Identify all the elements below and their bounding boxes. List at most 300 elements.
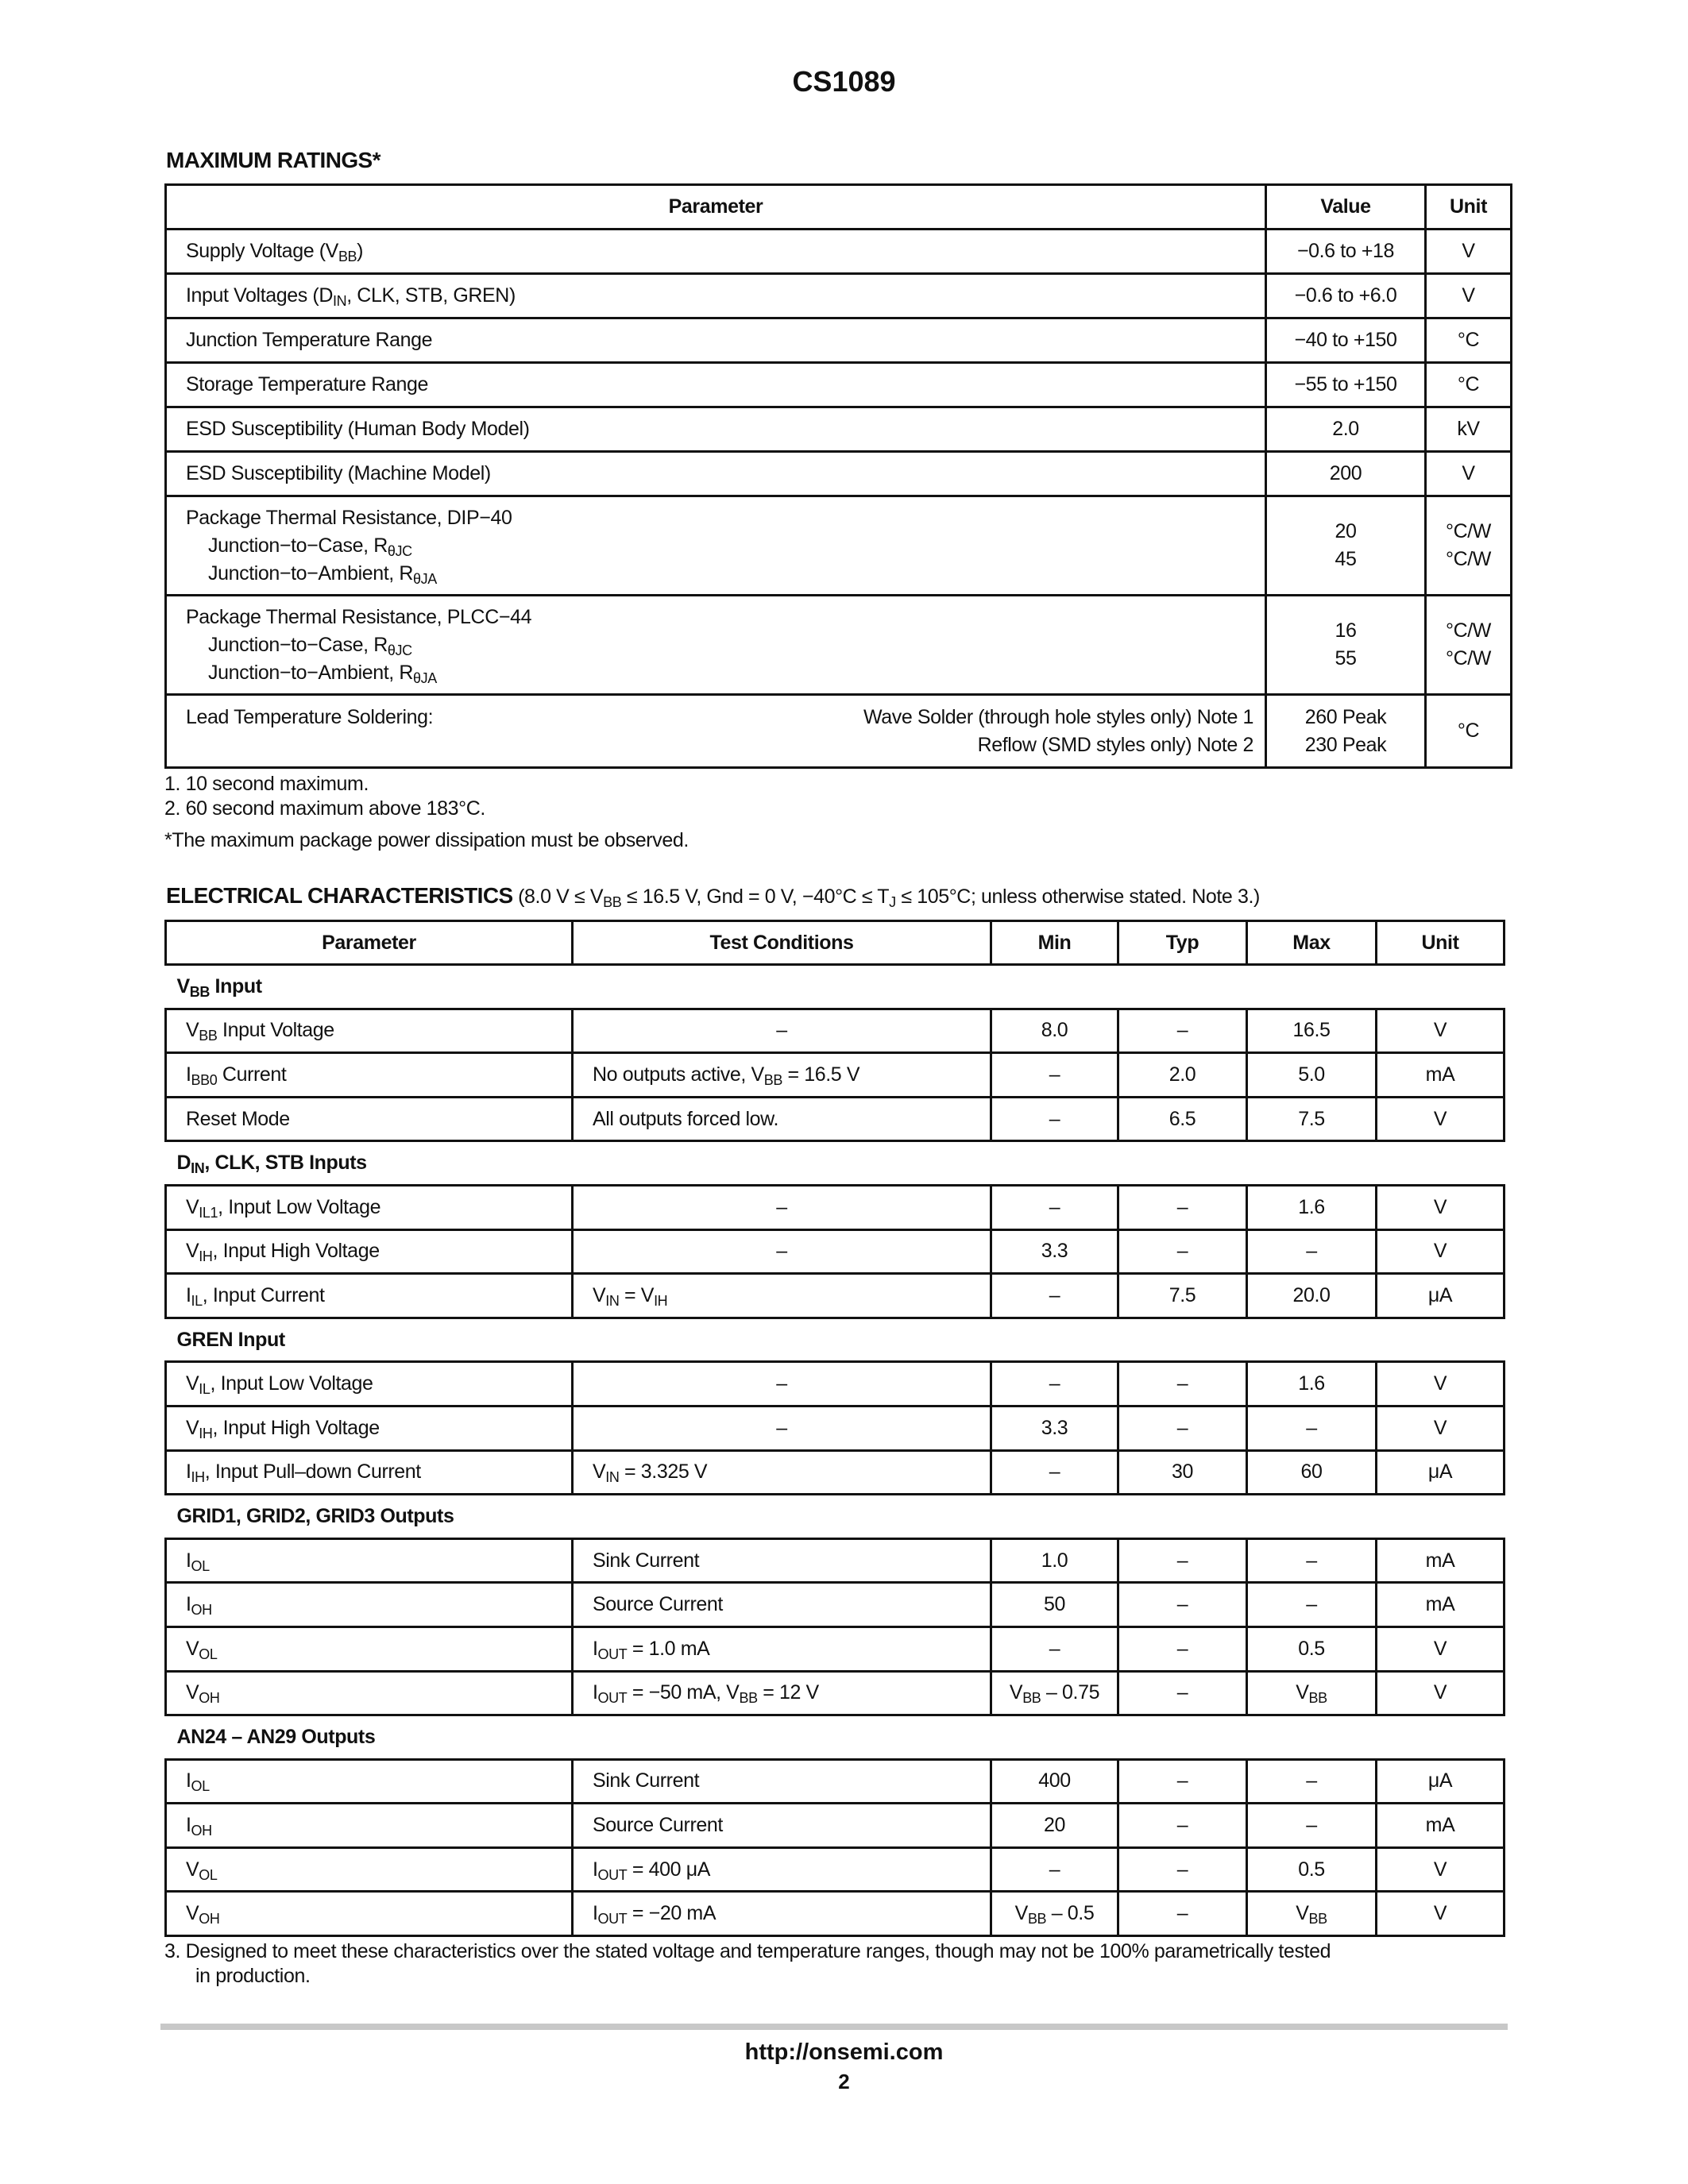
header-max: Max (1247, 921, 1377, 965)
text-segment: V (186, 1240, 199, 1263)
cond-cell (573, 1450, 991, 1495)
text-segment: = −50 mA, V (627, 1681, 740, 1704)
text-segment: V (1009, 1681, 1023, 1704)
max-text: 20.0 (1292, 1283, 1331, 1306)
unit-cell (1426, 274, 1512, 318)
text-segment: Input Voltage (217, 1019, 334, 1042)
subscript: OL (191, 1778, 210, 1795)
param-cell (166, 1406, 573, 1450)
subscript: θJC (387, 642, 412, 658)
typ-text: – (1176, 1769, 1188, 1792)
parameter-label (186, 237, 1265, 265)
unit-text: °C (1457, 373, 1480, 396)
max-cell (1247, 1759, 1377, 1804)
value-text: 20 (1335, 520, 1357, 542)
unit-text: V (1433, 1019, 1447, 1042)
table-header-row (166, 921, 1505, 965)
param-cell (166, 1450, 573, 1495)
unit-cell (1377, 1185, 1505, 1229)
typ-cell (1118, 1274, 1247, 1318)
text-segment: ≤ 16.5 V, Gnd = 0 V, −40°C ≤ T (621, 886, 890, 908)
text-segment: , Input Low Voltage (218, 1195, 381, 1218)
unit-text: mA (1425, 1814, 1455, 1837)
subscript: OUT (597, 1690, 628, 1707)
min-cell (991, 1583, 1118, 1627)
subscript: IH (199, 1248, 213, 1265)
min-text: – (1049, 1283, 1060, 1306)
typ-cell (1118, 1804, 1247, 1848)
unit-cell (1377, 1759, 1505, 1804)
typ-cell (1118, 1583, 1247, 1627)
unit-text: mA (1425, 1063, 1455, 1086)
subscript: BB (1027, 1911, 1047, 1927)
parameter-cell (166, 452, 1266, 496)
table-row (166, 1759, 1505, 1804)
min-cell (991, 1097, 1118, 1141)
unit-text: V (1462, 240, 1475, 262)
max-cell (1247, 1847, 1377, 1892)
unit-cell (1426, 407, 1512, 452)
text-segment: V (186, 1416, 199, 1439)
text-segment: = 12 V (757, 1681, 819, 1704)
subscript: BB (739, 1690, 758, 1707)
subscript: IN (191, 1160, 205, 1177)
table-row (166, 318, 1512, 363)
cond-cell (573, 1362, 991, 1406)
soldering-condition: Wave Solder (through hole styles only) Note 1 (863, 705, 1253, 728)
value-text: 230 Peak (1304, 733, 1387, 756)
text-segment: = 3.325 V (619, 1461, 708, 1484)
subscript: BB (199, 1028, 218, 1044)
param-cell (166, 1847, 573, 1892)
cond-text: Sink Current (593, 1549, 700, 1572)
text-segment: V (186, 1637, 199, 1660)
subscript: IH (654, 1292, 668, 1309)
parameter-label (186, 560, 1265, 588)
table-row (166, 1406, 1505, 1450)
table-row (166, 230, 1512, 274)
page-number: 2 (838, 2070, 850, 2093)
text-segment: Current (217, 1063, 287, 1086)
unit-text: μA (1427, 1283, 1453, 1306)
text-segment: , Input Pull–down Current (204, 1461, 421, 1484)
min-cell (991, 1229, 1118, 1274)
min-text: 8.0 (1041, 1019, 1068, 1042)
text-segment: V (186, 1858, 199, 1881)
value-text: −0.6 to +18 (1296, 240, 1395, 262)
unit-cell (1377, 1406, 1505, 1450)
param-cell (166, 1362, 573, 1406)
max-cell (1247, 1804, 1377, 1848)
unit-cell (1426, 596, 1512, 695)
header-unit: Unit (1377, 921, 1505, 965)
min-text: 20 (1043, 1814, 1065, 1837)
min-cell (991, 1671, 1118, 1715)
table-row (166, 1804, 1505, 1848)
subscript: OH (191, 1823, 212, 1839)
typ-text: 7.5 (1168, 1283, 1196, 1306)
max-text (1296, 1681, 1327, 1707)
subscript: BB (763, 1071, 782, 1088)
typ-text: – (1176, 1240, 1188, 1263)
subscript: BB (338, 249, 357, 264)
table-row (166, 1097, 1505, 1141)
text-segment: No outputs active, V (593, 1063, 764, 1086)
text-segment: I (593, 1858, 598, 1881)
table-row (166, 452, 1512, 496)
unit-text: V (1462, 462, 1475, 484)
param-cell (166, 1759, 573, 1804)
text-segment: D (176, 1152, 191, 1175)
param-text (186, 1814, 212, 1839)
param-text (186, 1769, 210, 1795)
cond-text (593, 1638, 709, 1660)
value-cell (1266, 230, 1426, 274)
subscript: BB (1308, 1690, 1327, 1707)
max-text: 16.5 (1292, 1019, 1331, 1042)
param-text (186, 1417, 380, 1439)
header-unit: Unit (1426, 185, 1512, 230)
subscript: OH (199, 1911, 220, 1927)
param-text (186, 1461, 421, 1486)
cond-text: – (776, 1416, 787, 1439)
cond-cell (573, 1274, 991, 1318)
section-title-text: AN24 – AN29 Outputs (176, 1725, 376, 1748)
text-segment: Input Voltages (D (186, 284, 333, 307)
table-header-row (166, 185, 1512, 230)
table-row (166, 1892, 1505, 1936)
max-cell (1247, 1538, 1377, 1583)
parameter-cell (166, 318, 1266, 363)
unit-cell (1377, 1804, 1505, 1848)
unit-cell (1377, 1362, 1505, 1406)
max-text: 0.5 (1298, 1637, 1325, 1660)
param-text (186, 1372, 373, 1398)
param-text (186, 1638, 218, 1660)
unit-text: °C/W (1446, 548, 1491, 570)
subscript: OL (191, 1557, 210, 1574)
subscript: BB0 (191, 1071, 218, 1088)
max-cell (1247, 1892, 1377, 1936)
typ-cell (1118, 1097, 1247, 1141)
param-cell (166, 1583, 573, 1627)
header-parameter: Parameter (166, 185, 1266, 230)
footer-url-link[interactable]: http://onsemi.com (744, 2039, 944, 2065)
max-cell (1247, 1583, 1377, 1627)
text-segment: Input (209, 974, 262, 997)
min-cell (991, 1626, 1118, 1671)
param-text (186, 1283, 325, 1309)
parameter-cell (166, 596, 1266, 695)
min-cell (991, 1009, 1118, 1053)
cond-text: All outputs forced low. (593, 1107, 778, 1130)
typ-text: – (1176, 1019, 1188, 1042)
param-cell (166, 1274, 573, 1318)
unit-cell (1377, 1892, 1505, 1936)
unit-cell (1426, 318, 1512, 363)
cond-cell (573, 1892, 991, 1936)
typ-cell (1118, 1009, 1247, 1053)
text-segment: = 1.0 mA (627, 1637, 710, 1660)
cond-text: – (776, 1372, 787, 1395)
table-row (166, 496, 1512, 596)
typ-cell (1118, 1892, 1247, 1936)
param-text (186, 1240, 380, 1265)
section-header-row (166, 1318, 1505, 1362)
subscript: OL (199, 1866, 218, 1883)
unit-text: V (1433, 1681, 1447, 1704)
parameter-cell (166, 496, 1266, 596)
min-cell (991, 1538, 1118, 1583)
table-row (166, 1450, 1505, 1495)
unit-text: V (1433, 1902, 1447, 1925)
param-text (186, 1063, 286, 1086)
text-segment: I (593, 1637, 598, 1660)
text-segment: V (186, 1019, 199, 1042)
max-text: 1.6 (1298, 1372, 1325, 1395)
text-segment: – 0.5 (1046, 1902, 1095, 1925)
subscript: IH (191, 1469, 205, 1486)
max-cell (1247, 1406, 1377, 1450)
cond-text (593, 1283, 668, 1309)
param-cell (166, 1671, 573, 1715)
cond-text: Sink Current (593, 1769, 700, 1792)
value-text: 200 (1329, 462, 1362, 484)
text-segment: V (186, 1372, 199, 1395)
max-text: 1.6 (1298, 1195, 1325, 1218)
min-cell (991, 1274, 1118, 1318)
unit-text: °C/W (1446, 647, 1491, 669)
unit-text: V (1433, 1240, 1447, 1263)
text-segment: Junction−to−Ambient, R (208, 561, 414, 585)
table-row (166, 695, 1512, 768)
unit-text: V (1433, 1195, 1447, 1218)
section-title-text: GREN Input (176, 1328, 285, 1351)
text-segment: I (186, 1063, 191, 1086)
document-title: CS1089 (792, 65, 896, 98)
typ-cell (1118, 1185, 1247, 1229)
subscript: θJC (387, 542, 412, 559)
section-title (166, 965, 1505, 1009)
table-row (166, 1847, 1505, 1892)
value-text: −40 to +150 (1294, 329, 1397, 351)
unit-cell (1426, 230, 1512, 274)
min-cell (991, 1804, 1118, 1848)
table-row (166, 1185, 1505, 1229)
section-title (166, 1715, 1505, 1760)
electrical-heading-title: ELECTRICAL CHARACTERISTICS (166, 883, 513, 908)
max-text: – (1306, 1814, 1317, 1837)
min-text: – (1049, 1195, 1060, 1218)
cond-text: – (776, 1195, 787, 1218)
value-text: 45 (1335, 548, 1357, 570)
subscript: OH (191, 1602, 212, 1619)
max-text: – (1306, 1240, 1317, 1263)
min-cell (991, 1185, 1118, 1229)
value-cell (1266, 496, 1426, 596)
max-cell (1247, 1185, 1377, 1229)
max-text: 7.5 (1298, 1107, 1325, 1130)
parameter-label (186, 282, 1265, 310)
cond-cell (573, 1538, 991, 1583)
note-3: 3. Designed to meet these characteristics over the stated voltage and temperature ranges, though may not be 100% parametrically tested (164, 1940, 1331, 1962)
subscript: OL (199, 1646, 218, 1662)
max-text (1296, 1902, 1327, 1927)
cond-cell (573, 1671, 991, 1715)
typ-cell (1118, 1053, 1247, 1098)
text-segment: ≤ 105°C; unless otherwise stated. Note 3.) (895, 886, 1260, 908)
parameter-label (186, 631, 1265, 659)
text-segment: I (186, 1549, 191, 1572)
typ-text: 30 (1171, 1461, 1193, 1484)
value-text: 16 (1335, 619, 1357, 642)
unit-text: mA (1425, 1549, 1455, 1572)
parameter-label: Lead Temperature Soldering: (186, 705, 434, 728)
max-text: 5.0 (1298, 1063, 1325, 1086)
subscript: θJA (413, 570, 437, 587)
parameter-label: Junction Temperature Range (186, 329, 433, 351)
param-cell (166, 1009, 573, 1053)
text-segment: I (593, 1902, 598, 1925)
cond-cell (573, 1847, 991, 1892)
min-cell (991, 1450, 1118, 1495)
electrical-conditions (513, 886, 1260, 908)
text-segment: Junction−to−Ambient, R (208, 661, 414, 684)
max-text: – (1306, 1549, 1317, 1572)
subscript: OH (199, 1690, 220, 1707)
min-text: 3.3 (1041, 1416, 1068, 1439)
typ-cell (1118, 1759, 1247, 1804)
unit-cell (1377, 1274, 1505, 1318)
unit-cell (1377, 1450, 1505, 1495)
cond-text: – (776, 1019, 787, 1042)
unit-text: °C/W (1446, 520, 1491, 542)
section-header-row (166, 1495, 1505, 1539)
text-segment: I (186, 1769, 191, 1792)
typ-cell (1118, 1538, 1247, 1583)
text-segment: V (186, 1195, 199, 1218)
value-cell (1266, 452, 1426, 496)
max-text: – (1306, 1769, 1317, 1792)
subscript: IL (199, 1381, 211, 1398)
header-min: Min (991, 921, 1118, 965)
param-cell (166, 1626, 573, 1671)
text-segment: V (593, 1283, 606, 1306)
text-segment: = 400 μA (627, 1858, 710, 1881)
parameter-cell (166, 230, 1266, 274)
footnote-asterisk: *The maximum package power dissipation must be observed. (164, 829, 689, 851)
electrical-heading (166, 883, 1260, 909)
min-cell (991, 1847, 1118, 1892)
subscript: OUT (597, 1911, 628, 1927)
param-text (186, 1593, 212, 1619)
subscript: J (889, 894, 896, 910)
value-cell (1266, 274, 1426, 318)
unit-text: V (1433, 1416, 1447, 1439)
subscript: OUT (597, 1646, 628, 1662)
subscript: IN (605, 1469, 620, 1486)
param-text (186, 1195, 381, 1221)
electrical-characteristics-table (164, 920, 1505, 1937)
cond-text: – (776, 1240, 787, 1263)
unit-cell (1377, 1009, 1505, 1053)
min-text: – (1049, 1107, 1060, 1130)
cond-cell (573, 1759, 991, 1804)
text-segment: I (593, 1681, 598, 1704)
typ-text: – (1176, 1416, 1188, 1439)
typ-text: – (1176, 1681, 1188, 1704)
param-cell (166, 1229, 573, 1274)
parameter-cell (166, 407, 1266, 452)
typ-cell (1118, 1847, 1247, 1892)
max-cell (1247, 1671, 1377, 1715)
param-text (186, 1549, 210, 1572)
typ-text: 2.0 (1168, 1063, 1196, 1086)
typ-cell (1118, 1362, 1247, 1406)
unit-text: °C (1457, 329, 1480, 351)
lead-temp-cell (186, 704, 1265, 759)
note-3-continued: in production. (195, 1965, 311, 1987)
unit-cell (1377, 1229, 1505, 1274)
param-cell (166, 1892, 573, 1936)
unit-cell (1426, 695, 1512, 768)
table-row (166, 1671, 1505, 1715)
subscript: BB (1308, 1911, 1327, 1927)
table-row (166, 1626, 1505, 1671)
cond-text: Source Current (593, 1593, 723, 1616)
param-text: Reset Mode (186, 1107, 290, 1130)
typ-cell (1118, 1450, 1247, 1495)
max-cell (1247, 1362, 1377, 1406)
min-text: 1.0 (1041, 1549, 1068, 1572)
param-cell (166, 1538, 573, 1583)
text-segment: , Input Low Voltage (210, 1372, 373, 1395)
typ-text: – (1176, 1637, 1188, 1660)
min-cell (991, 1362, 1118, 1406)
text-segment: V (186, 1681, 199, 1704)
subscript: IN (333, 293, 347, 309)
typ-text: – (1176, 1372, 1188, 1395)
footer-divider (160, 2024, 1508, 2030)
unit-text: kV (1457, 418, 1480, 440)
text-segment: , CLK, STB, GREN) (346, 284, 516, 307)
typ-cell (1118, 1229, 1247, 1274)
typ-text: – (1176, 1549, 1188, 1572)
unit-cell (1426, 452, 1512, 496)
max-text: – (1306, 1593, 1317, 1616)
value-cell (1266, 318, 1426, 363)
text-segment: , Input High Voltage (212, 1416, 380, 1439)
subscript: IL (191, 1292, 203, 1309)
max-cell (1247, 1053, 1377, 1098)
max-cell (1247, 1097, 1377, 1141)
max-cell (1247, 1009, 1377, 1053)
typ-text: – (1176, 1858, 1188, 1881)
text-segment: , Input Current (202, 1283, 325, 1306)
max-cell (1247, 1274, 1377, 1318)
text-segment: V (1296, 1902, 1309, 1925)
header-test-conditions: Test Conditions (573, 921, 991, 965)
header-typ: Typ (1118, 921, 1247, 965)
header-parameter: Parameter (166, 921, 573, 965)
text-segment: V (593, 1461, 606, 1484)
section-title (166, 1318, 1505, 1362)
max-text: 60 (1300, 1461, 1323, 1484)
value-cell (1266, 407, 1426, 452)
max-cell (1247, 1450, 1377, 1495)
text-segment: (8.0 V ≤ V (512, 886, 604, 908)
subscript: IH (199, 1425, 213, 1441)
